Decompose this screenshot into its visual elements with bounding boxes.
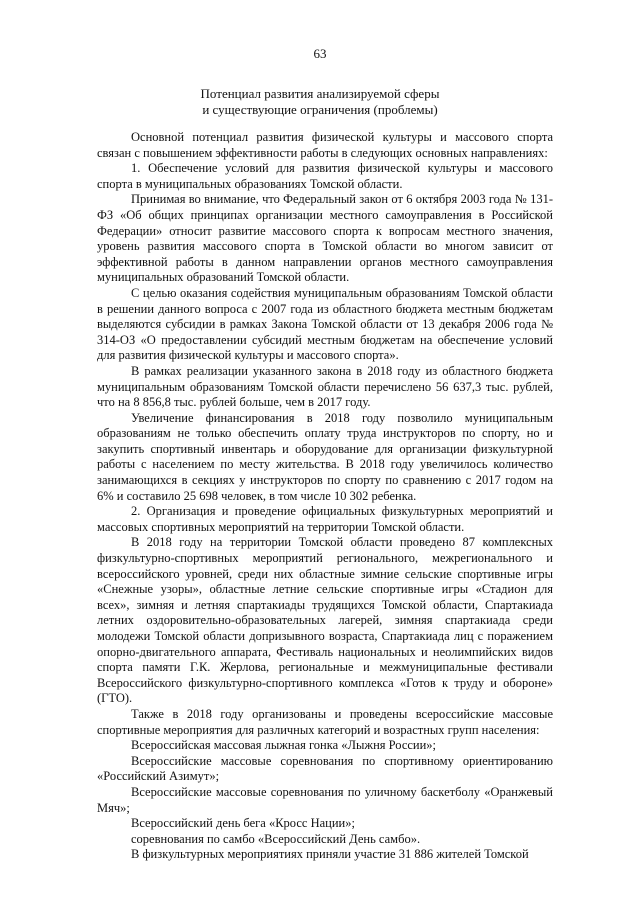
list-item: Всероссийский день бега «Кросс Нации»;	[131, 816, 355, 831]
list-item: соревнования по самбо «Всероссийский День самбо».	[131, 831, 421, 846]
paragraph: В 2018 году на территории Томской области проведено 87 комплексных физкультурно-спортивных мероприятий регионального, межрегионального и всероссийского уровней, среди них областные зимние сельские спортивные игры «Снежные узоры», областные летние сельские спортивные игры «Стадион для всех», зимняя и летняя спартакиады трудящихся Томской области, Спартакиада летних оздоровительно-образовательных лагерей, зимняя спартакиада среди молодежи Томской области допризывного возраста, Спартакиада лиц с поражением опорно-двигательного аппарата, Фестиваль национальных и неолимпийских видов спорта памяти Г.К. Жерлова, региональные и межмуниципальные фестивали Всероссийского физкультурно-спортивного комплекса «Готов к труду и обороне» (ГТО).	[97, 535, 553, 706]
list-item: Всероссийские массовые соревнования по уличному баскетболу «Оранжевый Мяч»;	[97, 784, 553, 815]
paragraph: Основной потенциал развития физической культуры и массового спорта связан с повышением эффективности работы в следующих основных направлениях:	[97, 130, 553, 160]
paragraph: В физкультурных мероприятиях приняли участие 31 886 жителей Томской	[131, 847, 529, 862]
page-number: 63	[313, 46, 327, 61]
paragraph: 2. Организация и проведение официальных физкультурных мероприятий и массовых спортивных мероприятий на территории Томской области.	[97, 504, 553, 534]
paragraph: Также в 2018 году организованы и проведены всероссийские массовые спортивные мероприятия для различных категорий и возрастных групп населения:	[97, 706, 553, 737]
paragraph: В рамках реализации указанного закона в 2018 году из областного бюджета муниципальным образованиям Томской области перечислено 56 637,3 тыс. рублей, что на 8 856,8 тыс. рублей больше, чем в 2017 году.	[97, 363, 553, 410]
heading-line-2: и существующие ограничения (проблемы)	[202, 101, 438, 117]
section-heading	[0, 86, 640, 117]
heading-line-1: Потенциал развития анализируемой сферы	[200, 86, 440, 101]
body-text	[97, 130, 553, 863]
paragraph: Увеличение финансирования в 2018 году позволило муниципальным образованиям не только обеспечить оплату труда инструкторов по спорту, но и закупить спортивный инвентарь и оборудование для организации физкультурной работы с населением по месту жительства. В 2018 году увеличилось количество занимающихся в секциях у инструкторов по спорту по сравнению с 2017 годом на 6% и составило 25 698 человек, в том числе 10 302 ребенка.	[97, 410, 553, 503]
paragraph: С целью оказания содействия муниципальным образованиям Томской области в решении данного вопроса с 2007 года из областного бюджета местным бюджетам выделяются субсидии в рамках Закона Томской области от 13 декабря 2006 года № 314-ОЗ «О предоставлении субсидий местным бюджетам на обеспечение условий для развития физической культуры и массового спорта».	[97, 285, 553, 363]
paragraph: Принимая во внимание, что Федеральный закон от 6 октября 2003 года № 131-ФЗ «Об общих принципах организации местного самоуправления в Российской Федерации» относит развитие массового спорта к вопросам местного значения, уровень развития массового спорта в Томской области во многом зависит от эффективной работы в данном направлении органов местного самоуправления муниципальных образований Томской области.	[97, 192, 553, 285]
paragraph: 1. Обеспечение условий для развития физической культуры и массового спорта в муниципальных образованиях Томской области.	[97, 161, 553, 191]
list-item: Всероссийские массовые соревнования по спортивному ориентированию «Российский Азимут»;	[97, 753, 553, 784]
list-item: Всероссийская массовая лыжная гонка «Лыжня России»;	[131, 738, 437, 753]
